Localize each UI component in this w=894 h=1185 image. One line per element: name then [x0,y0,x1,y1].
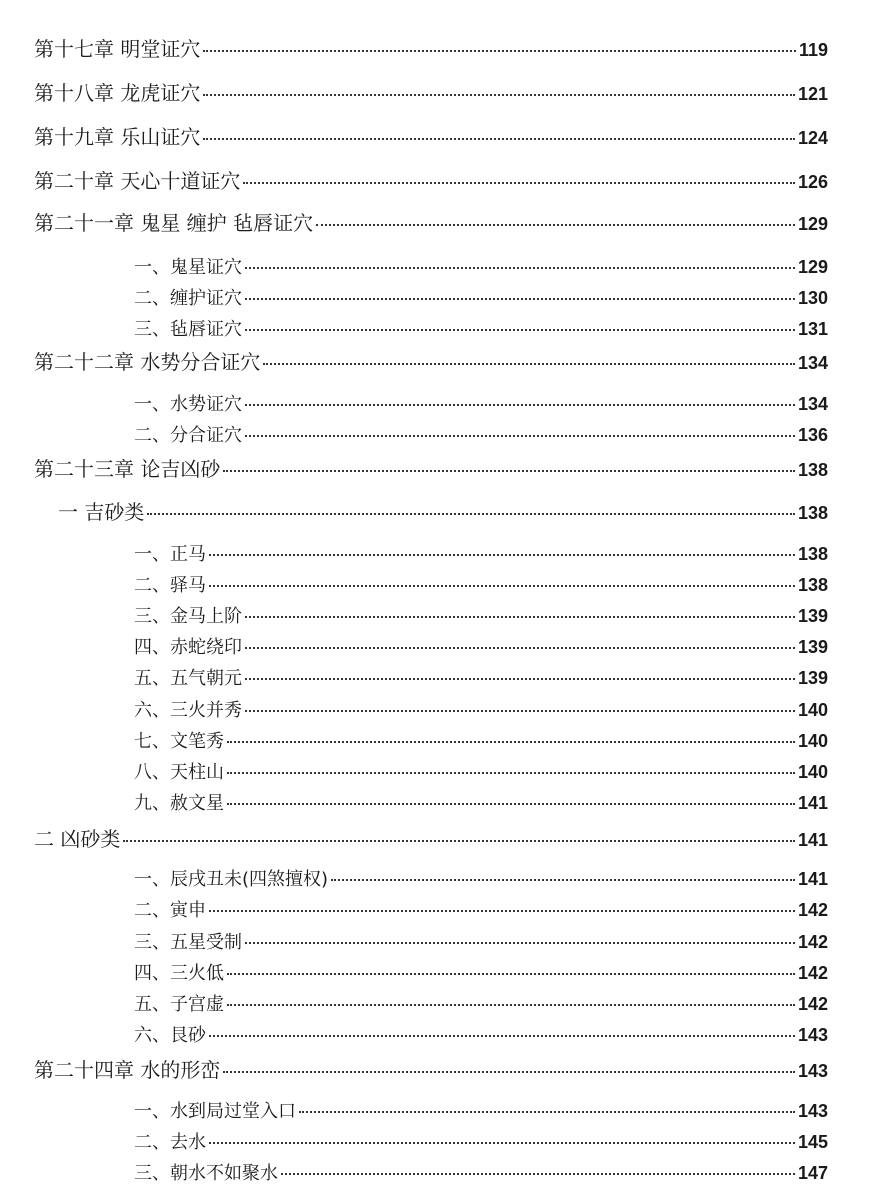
toc-entry-item[interactable] [134,1128,828,1154]
dot-leader [227,741,795,743]
toc-entry-item[interactable] [134,664,828,690]
toc-entry-item[interactable] [134,959,828,985]
toc-entry-page: 142 [797,932,828,952]
dot-leader [209,910,795,912]
dot-leader [227,772,795,774]
toc-entry-item[interactable] [134,990,828,1016]
toc-entry-item[interactable] [134,421,828,447]
toc-entry-title: 第二十三章 论吉凶砂 [34,457,221,481]
toc-entry-item[interactable] [134,284,828,310]
toc-entry-page: 124 [797,128,828,148]
toc-entry-page: 140 [797,700,828,720]
dot-leader [227,1004,795,1006]
toc-entry-page: 143 [797,1101,828,1121]
toc-entry-chapter-19[interactable] [34,121,828,150]
toc-entry-title: 二、分合证穴 [134,425,242,446]
toc-entry-item[interactable] [134,758,828,784]
toc-entry-page: 130 [797,288,828,308]
toc-entry-page: 140 [797,762,828,782]
dot-leader [245,435,795,437]
dot-leader [243,182,795,184]
toc-entry-title: 三、朝水不如聚水 [134,1163,278,1184]
toc-entry-page: 138 [797,460,828,480]
toc-entry-page: 126 [797,172,828,192]
toc-entry-title: 第十九章 乐山证穴 [34,125,201,149]
toc-entry-page: 121 [797,84,828,104]
toc-entry-item[interactable] [134,571,828,597]
toc-entry-title: 二、缠护证穴 [134,288,242,309]
dot-leader [245,329,795,331]
toc-entry-page: 142 [797,994,828,1014]
toc-entry-title: 六、艮砂 [134,1025,206,1046]
dot-leader [245,404,795,406]
dot-leader [223,470,795,472]
dot-leader [209,1142,795,1144]
toc-entry-title: 一、正马 [134,544,206,565]
toc-entry-item[interactable] [134,928,828,954]
toc-entry-chapter-17[interactable] [34,33,828,62]
toc-entry-page: 143 [797,1061,828,1081]
toc-entry-title: 七、文笔秀 [134,731,224,752]
toc-entry-title: 四、赤蛇绕印 [134,637,242,658]
dot-leader [299,1111,795,1113]
toc-entry-section[interactable] [58,496,828,525]
toc-entry-item[interactable] [134,602,828,628]
toc-entry-chapter-24[interactable] [34,1054,828,1083]
toc-entry-item[interactable] [134,390,828,416]
toc-entry-title: 五、子宫虚 [134,994,224,1015]
toc-entry-page: 139 [797,637,828,657]
toc-entry-page: 142 [797,963,828,983]
toc-entry-page: 141 [797,869,828,889]
toc-entry-item[interactable] [134,865,828,891]
toc-entry-title: 三、五星受制 [134,932,242,953]
toc-entry-title: 八、天柱山 [134,762,224,783]
toc-entry-title: 二 凶砂类 [34,827,121,851]
toc-entry-item[interactable] [134,253,828,279]
toc-entry-chapter-21[interactable] [34,207,828,236]
toc-entry-chapter-22[interactable] [34,346,828,375]
toc-entry-title: 三、金马上阶 [134,606,242,627]
dot-leader [245,942,795,944]
toc-entry-item[interactable] [134,540,828,566]
toc-entry-item[interactable] [134,696,828,722]
toc-entry-page: 141 [797,830,828,850]
toc-entry-title: 第二十二章 水势分合证穴 [34,350,261,374]
toc-entry-title: 五、五气朝元 [134,668,242,689]
dot-leader [209,554,795,556]
toc-entry-page: 136 [797,425,828,445]
dot-leader [245,710,795,712]
toc-entry-item[interactable] [134,1097,828,1123]
dot-leader [245,267,795,269]
dot-leader [316,224,795,226]
toc-entry-page: 141 [797,793,828,813]
toc-entry-page: 129 [797,257,828,277]
toc-entry-title: 二、寅申 [134,900,206,921]
dot-leader [223,1071,795,1073]
toc-entry-title: 二、去水 [134,1132,206,1153]
toc-entry-section[interactable] [34,823,828,852]
dot-leader [147,513,795,515]
dot-leader [263,363,795,365]
toc-entry-title: 第十七章 明堂证穴 [34,37,201,61]
toc-entry-page: 119 [798,40,828,60]
toc-entry-title: 一、辰戌丑未(四煞擅权) [134,869,329,890]
toc-entry-title: 三、毡唇证穴 [134,319,242,340]
toc-entry-title: 六、三火并秀 [134,700,242,721]
toc-entry-item[interactable] [134,789,828,815]
toc-entry-page: 138 [797,503,828,523]
toc-entry-title: 第二十章 天心十道证穴 [34,169,241,193]
toc-entry-title: 一、水势证穴 [134,394,242,415]
dot-leader [203,138,795,140]
dot-leader [227,803,795,805]
toc-entry-page: 129 [797,214,828,234]
toc-entry-page: 142 [797,900,828,920]
toc-entry-page: 131 [797,319,828,339]
toc-entry-page: 145 [797,1132,828,1152]
dot-leader [245,678,795,680]
toc-entry-title: 第二十一章 鬼星 缠护 毡唇证穴 [34,211,314,235]
toc-entry-item[interactable] [134,896,828,922]
toc-entry-page: 134 [797,353,828,373]
toc-entry-item[interactable] [134,727,828,753]
toc-entry-item[interactable] [134,1159,828,1185]
dot-leader [331,879,795,881]
toc-entry-title: 第十八章 龙虎证穴 [34,81,201,105]
toc-entry-title: 一、水到局过堂入口 [134,1101,296,1122]
toc-entry-title: 一 吉砂类 [58,500,145,524]
toc-entry-title: 第二十四章 水的形峦 [34,1058,221,1082]
toc-entry-title: 四、三火低 [134,963,224,984]
toc-entry-chapter-18[interactable] [34,77,828,106]
toc-entry-page: 147 [797,1163,828,1183]
dot-leader [245,298,795,300]
toc-entry-item[interactable] [134,633,828,659]
dot-leader [281,1173,795,1175]
dot-leader [209,585,795,587]
toc-entry-item[interactable] [134,315,828,341]
dot-leader [245,616,795,618]
toc-entry-item[interactable] [134,1021,828,1047]
dot-leader [203,94,795,96]
toc-entry-page: 140 [797,731,828,751]
toc-entry-page: 134 [797,394,828,414]
toc-entry-chapter-23[interactable] [34,453,828,482]
toc-entry-page: 138 [797,544,828,564]
toc-entry-page: 139 [797,606,828,626]
dot-leader [227,973,795,975]
toc-entry-page: 139 [797,668,828,688]
toc-entry-title: 一、鬼星证穴 [134,257,242,278]
dot-leader [209,1035,795,1037]
toc-entry-title: 九、赦文星 [134,793,224,814]
toc-entry-page: 138 [797,575,828,595]
toc-entry-chapter-20[interactable] [34,165,828,194]
toc-entry-page: 143 [797,1025,828,1045]
dot-leader [123,840,795,842]
dot-leader [245,647,795,649]
dot-leader [203,50,796,52]
toc-entry-title: 二、驿马 [134,575,206,596]
